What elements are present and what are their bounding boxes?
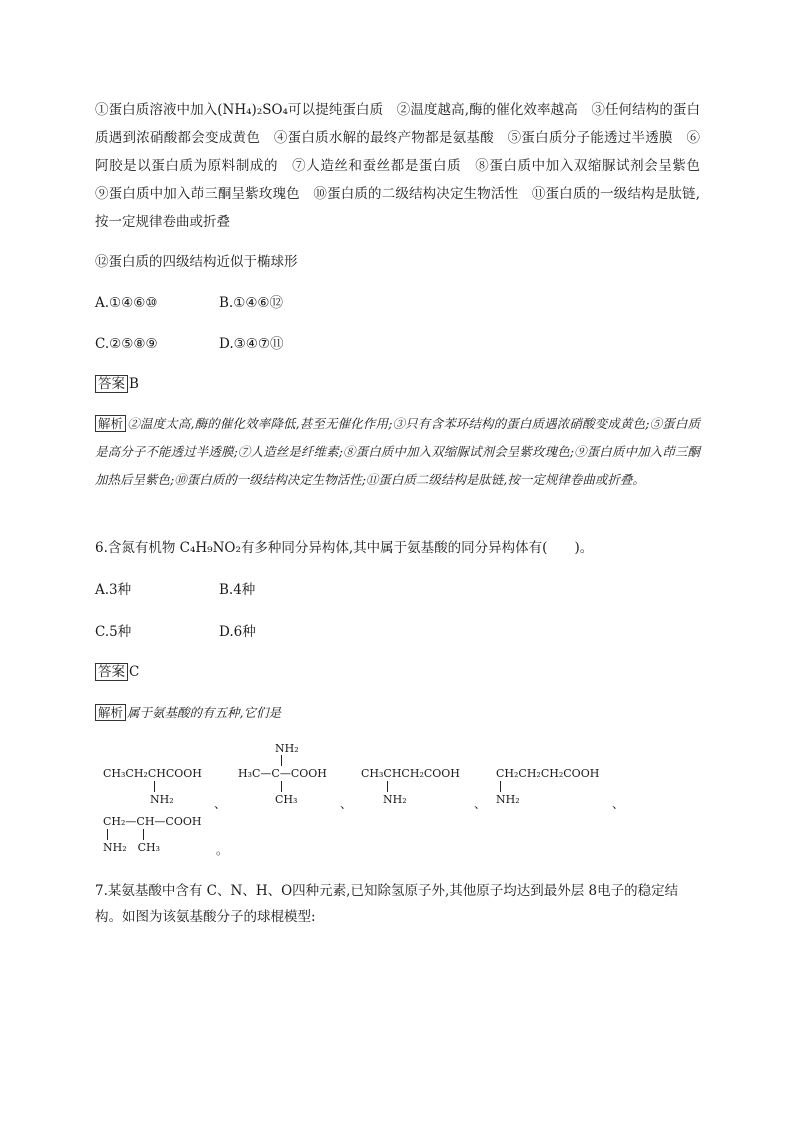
q6-option-d: D.6种 (219, 624, 256, 640)
structure-2-main: H₃C—C—COOH (238, 767, 327, 780)
q6-option-a: A.3种 (95, 582, 132, 598)
q6-option-b: B.4种 (219, 582, 256, 598)
separator: 、 (612, 797, 625, 811)
q5-option-b: B.①④⑥⑫ (219, 295, 284, 311)
separator: 、 (214, 797, 227, 811)
structure-5-main: CH₂—CH—COOH (103, 815, 202, 828)
q5-explanation (95, 410, 700, 494)
q7-stem: 7.某氨基酸中含有 C、N、H、O四种元素,已知除氢原子外,其他原子均达到最外层 8电子的稳定结构。如图为该氨基酸分子的球棍模型: (95, 883, 679, 925)
structure-1-main: CH₃CH₂CHCOOH (103, 767, 202, 780)
q5-statements: ①蛋白质溶液中加入(NH₄)₂SO₄可以提纯蛋白质 ②温度越高,酶的催化效率越高 ③任何结构的蛋白质遇到浓硝酸都会变成黄色 ④蛋白质水解的最终产物都是氨基酸 ⑤蛋白质分子能透过半透膜 ⑥阿胶是以蛋白质为原料制成的 ⑦人造丝和蚕丝都是蛋白质 ⑧蛋白质中加入双缩脲试剂会呈紫色 ⑨蛋白质中加入茚三酮呈紫玫瑰色 ⑩蛋白质的二级结构决定生物活性 ⑪蛋白质的一级结构是肽链,按一定规律卷曲或折叠 (95, 102, 714, 230)
q5-option-c: C.②⑤⑧⑨ (95, 336, 158, 352)
q6-explanation (95, 703, 281, 723)
structure-2-sub: CH₃ (275, 793, 298, 806)
explain-label: 解析 (95, 415, 126, 432)
q5-statement-12: ⑫蛋白质的四级结构近似于椭球形 (95, 254, 298, 270)
structure-5-bond-right (143, 829, 144, 840)
structure-3-main: CH₃CHCH₂COOH (361, 767, 460, 780)
q5-option-a: A.①④⑥⑩ (95, 295, 158, 311)
structure-1-bond (154, 781, 155, 792)
structure-4-sub: NH₂ (496, 793, 520, 806)
q6-answer (95, 662, 139, 682)
structure-2-bond-bottom (281, 781, 282, 792)
answer-value: C (129, 664, 140, 680)
structure-4-bond (500, 781, 501, 792)
answer-value: B (129, 376, 139, 392)
structure-3-sub: NH₂ (383, 793, 407, 806)
structure-5-bond-left (107, 829, 108, 840)
end-mark: 。 (216, 843, 229, 857)
explain-text: 属于氨基酸的有五种,它们是 (127, 705, 281, 720)
q5-option-d: D.③④⑦⑪ (219, 336, 284, 352)
explain-label: 解析 (95, 704, 126, 721)
separator: 、 (474, 797, 487, 811)
structure-2-bond-top (281, 755, 282, 766)
structure-5-sub: NH₂ CH₃ (103, 841, 161, 854)
q6-stem: 6.含氮有机物 C₄H₉NO₂有多种同分异构体,其中属于氨基酸的同分异构体有( )。 (95, 540, 594, 556)
answer-label: 答案 (95, 375, 128, 393)
explain-text: ②温度太高,酶的催化效率降低,甚至无催化作用;③只有含苯环结构的蛋白质遇浓硝酸变成黄色;⑤蛋白质是高分子不能透过半透膜;⑦人造丝是纤维素;⑧蛋白质中加入双缩脲试剂会呈紫玫瑰色;⑨蛋白质中加入茚三酮加热后呈紫色;⑩蛋白质的一级结构决定生物活性;⑪蛋白质二级结构是肽链,按一定规律卷曲或折叠。 (95, 416, 700, 487)
structure-1-sub: NH₂ (150, 793, 174, 806)
structure-3-bond (387, 781, 388, 792)
q5-answer (95, 374, 139, 394)
separator: 、 (340, 797, 353, 811)
structure-2-top: NH₂ (275, 742, 299, 755)
q6-option-c: C.5种 (95, 624, 132, 640)
structure-4-main: CH₂CH₂CH₂COOH (496, 767, 600, 780)
answer-label: 答案 (95, 663, 128, 681)
